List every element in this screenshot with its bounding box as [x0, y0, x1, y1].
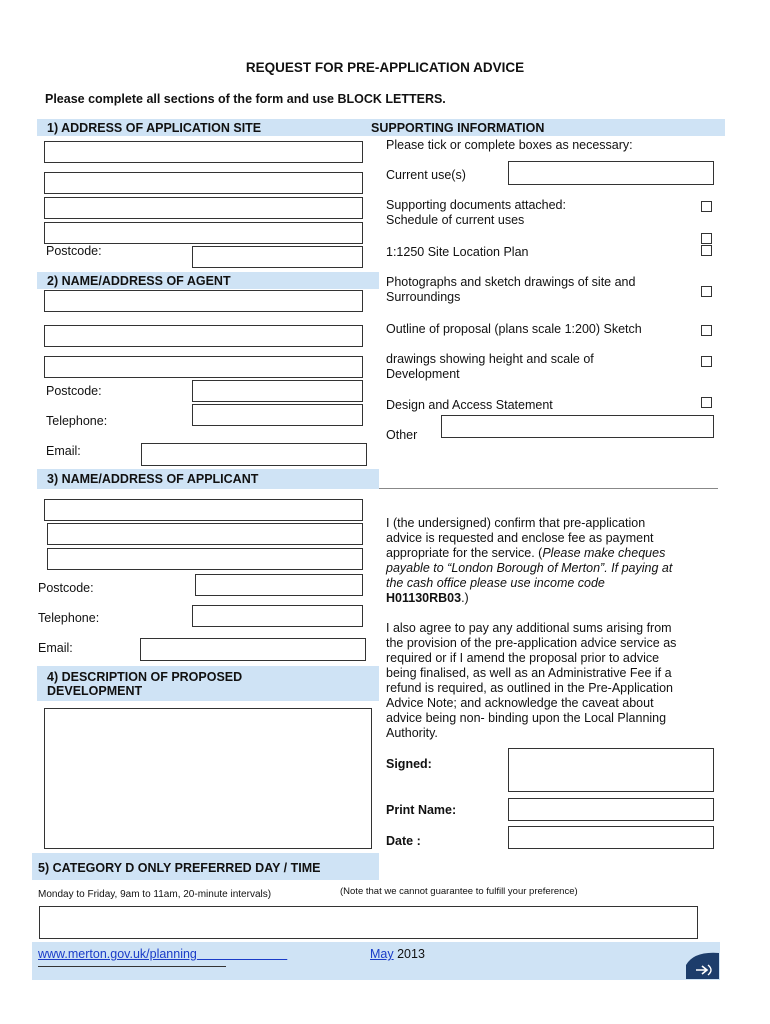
date-field[interactable]: [508, 826, 714, 849]
signature-field[interactable]: [508, 748, 714, 792]
site-address-line-3[interactable]: [44, 197, 363, 219]
section3-header-band: [37, 469, 379, 489]
section2-heading: 2) NAME/ADDRESS OF AGENT: [47, 274, 231, 288]
applicant-postcode-field[interactable]: [195, 574, 363, 596]
footer-url[interactable]: www.merton.gov.uk/planning: [38, 947, 197, 961]
preferred-time-field[interactable]: [39, 906, 698, 939]
preferred-hours-text: Monday to Friday, 9am to 11am, 20-minute intervals): [38, 889, 272, 900]
section1-heading: 1) ADDRESS OF APPLICATION SITE: [47, 121, 262, 135]
schedule-current-uses-checkbox[interactable]: [701, 201, 712, 212]
other-field[interactable]: [441, 415, 714, 438]
declaration-paragraph-1: I (the undersigned) confirm that pre-application advice is requested and enclose fee as payment appropriate for the service. (Please make cheques payable to “London Borough of Merton”. If paying at the cash office please use income code H01130RB03.): [386, 516, 673, 605]
print-name-label: Print Name:: [386, 803, 457, 817]
section5-heading: 5) CATEGORY D ONLY PREFERRED DAY / TIME: [38, 861, 321, 875]
preference-note: (Note that we cannot guarantee to fulfill your preference): [340, 886, 578, 897]
site-address-line-2[interactable]: [44, 172, 363, 194]
date-label: Date :: [386, 834, 421, 848]
section5-header-band: [32, 853, 379, 880]
signed-label: Signed:: [386, 757, 432, 771]
supporting-heading: SUPPORTING INFORMATION: [371, 121, 545, 135]
footer-underline: [38, 966, 226, 967]
agent-address-line-2[interactable]: [44, 325, 363, 347]
applicant-email-label: Email:: [38, 641, 73, 655]
site-address-line-4[interactable]: [44, 222, 363, 244]
sketch-drawings-label: drawings showing height and scale of Development: [386, 352, 594, 381]
footer-link[interactable]: [38, 947, 287, 961]
development-description-field[interactable]: [44, 708, 372, 849]
site-postcode-label: Postcode:: [46, 244, 102, 258]
agent-address-line-3[interactable]: [44, 356, 363, 378]
agent-telephone-label: Telephone:: [46, 414, 108, 428]
footer-year: 2013: [393, 947, 425, 961]
income-code: H01130RB03: [386, 591, 462, 605]
section2-header-band: [37, 272, 379, 289]
section4-heading-line1: 4) DESCRIPTION OF PROPOSED: [47, 670, 243, 684]
site-address-line-1[interactable]: [44, 141, 363, 163]
applicant-address-line-2[interactable]: [47, 523, 363, 545]
agent-email-field[interactable]: [141, 443, 367, 466]
outline-proposal-label: Outline of proposal (plans scale 1:200) Sketch: [386, 322, 642, 336]
agent-postcode-label: Postcode:: [46, 384, 102, 398]
agent-telephone-field[interactable]: [192, 404, 363, 426]
footer-month: May: [370, 947, 394, 961]
applicant-address-line-3[interactable]: [47, 548, 363, 570]
section4-heading-line2: DEVELOPMENT: [47, 684, 143, 698]
sketch-drawings-checkbox[interactable]: [701, 356, 712, 367]
site-plan-checkbox[interactable]: [701, 245, 712, 256]
applicant-telephone-field[interactable]: [192, 605, 363, 627]
section1-header-band: [37, 119, 725, 136]
section3-heading: 3) NAME/ADDRESS OF APPLICANT: [47, 472, 259, 486]
print-name-field[interactable]: [508, 798, 714, 821]
section4-header-band: [37, 666, 379, 701]
form-instruction: Please complete all sections of the form and use BLOCK LETTERS.: [45, 92, 446, 106]
agent-postcode-field[interactable]: [192, 380, 363, 402]
current-use-label: Current use(s): [386, 168, 466, 182]
agent-address-line-1[interactable]: [44, 290, 363, 312]
photographs-label: Photographs and sketch drawings of site and Surroundings: [386, 275, 636, 304]
photographs-checkbox[interactable]: [701, 286, 712, 297]
site-plan-label: 1:1250 Site Location Plan: [386, 245, 529, 259]
footer-date: [370, 947, 425, 961]
merton-logo-icon: [686, 951, 719, 979]
site-plan-checkbox-upper[interactable]: [701, 233, 712, 244]
applicant-address-line-1[interactable]: [44, 499, 363, 521]
supporting-docs-label: Supporting documents attached: Schedule of current uses: [386, 198, 566, 227]
declaration-paragraph-2: I also agree to pay any additional sums arising from the provision of the pre-application advice service as required or if I amend the proposal prior to advice being finalised, as well as an Administrative Fee if a refund is required, as outlined in the Pre-Application Advice Note; and acknowledge the caveat about advice being non- binding upon the Local Planning Authority.: [386, 621, 677, 740]
design-access-checkbox[interactable]: [701, 397, 712, 408]
applicant-telephone-label: Telephone:: [38, 611, 100, 625]
applicant-postcode-label: Postcode:: [38, 581, 94, 595]
outline-proposal-checkbox[interactable]: [701, 325, 712, 336]
other-label: Other: [386, 428, 418, 442]
site-postcode-field[interactable]: [192, 246, 363, 268]
agent-email-label: Email:: [46, 444, 81, 458]
applicant-email-field[interactable]: [140, 638, 366, 661]
current-use-field[interactable]: [508, 161, 714, 185]
supporting-divider: [379, 488, 718, 489]
design-access-label: Design and Access Statement: [386, 398, 553, 412]
form-title: REQUEST FOR PRE-APPLICATION ADVICE: [245, 60, 525, 75]
supporting-intro: Please tick or complete boxes as necessary:: [386, 138, 633, 152]
